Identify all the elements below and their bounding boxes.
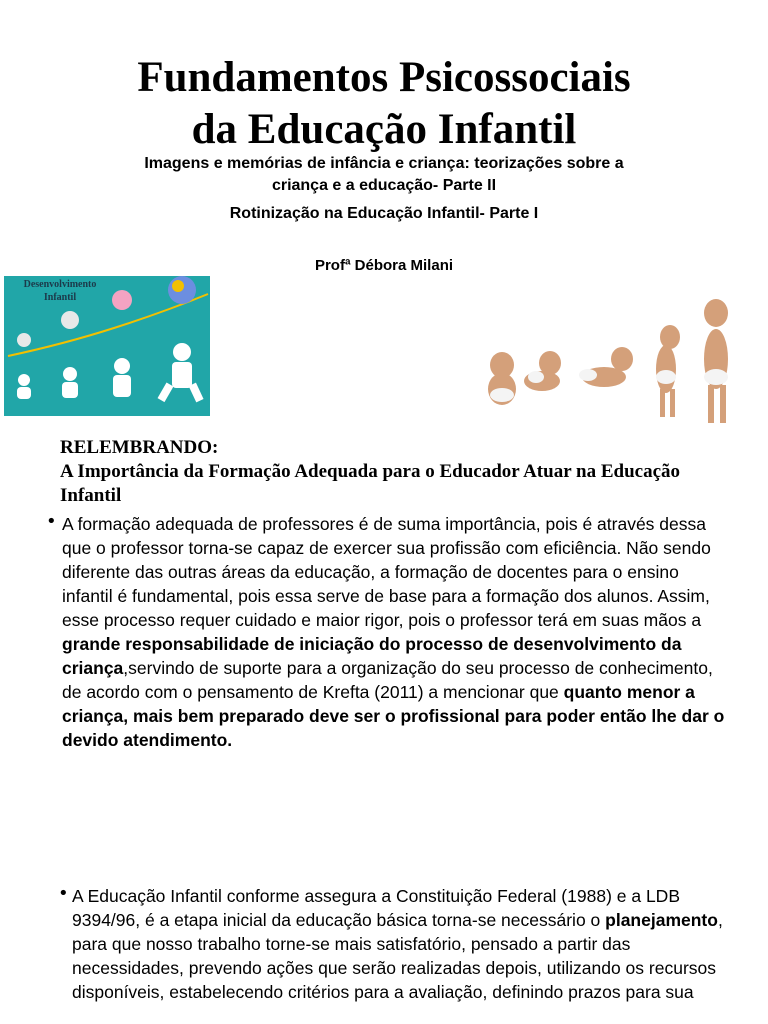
subtitle-2: Rotinização na Educação Infantil- Parte I	[229, 205, 539, 222]
bullet-paragraph-1	[62, 512, 734, 752]
brain-icon	[17, 333, 31, 347]
bullet-icon: •	[58, 883, 69, 904]
paragraph-bold-text: quanto menor a criança, mais bem preparado deve ser o profissional para poder então lhe dar o devido atendimento.	[62, 682, 725, 750]
professor-name: Profª Débora Milani	[314, 257, 454, 274]
section-heading-line-2: A Importância da Formação Adequada para o Educador Atuar na Educação Infantil	[60, 461, 681, 506]
baby-development-photo	[480, 277, 736, 429]
paragraph-text: , para que nosso trabalho torne-se mais satisfatório, pensado a partir das necessidades, prevendo ações que serão realizadas depois, utilizando os recursos disponíveis, estabelecendo critérios para a avaliação, definindo prazos para sua	[72, 910, 723, 1002]
page-title	[0, 52, 768, 156]
paragraph-bold-text: grande responsabilidade de iniciação do processo de desenvolvimento da criança	[62, 634, 682, 678]
section-heading-line-1: RELEMBRANDO:	[60, 437, 219, 458]
paragraph-text: A formação adequada de professores é de suma importância, pois é através dessa que o professor torna-se capaz de exercer sua profissão com eficiência. Não sendo diferente das outras áreas da educação, a formação de docentes para o ensino infantil é fundamental, pois essa serve de base para a formação dos alunos. Assim, esse processo requer cuidado e maior rigor, pois o professor terá em suas mãos a	[62, 514, 711, 630]
crawling-to-standing-babies	[480, 277, 736, 429]
development-illustration	[4, 276, 210, 416]
paragraph-text: A Educação Infantil conforme assegura a Constituição Federal (1988) e a LDB 9394/96, é a etapa inicial da educação básica torna-se necessário o	[72, 886, 680, 930]
development-infographic	[4, 276, 210, 416]
child-figures	[17, 343, 204, 402]
brain-icon	[61, 311, 79, 329]
title-line-1: Fundamentos Psicossociais	[137, 54, 631, 101]
section-heading	[60, 436, 740, 508]
title-line-2: da Educação Infantil	[191, 106, 577, 153]
bullet-icon: •	[46, 511, 57, 532]
bullet-paragraph-2	[72, 884, 732, 1004]
subtitle: Imagens e memórias de infância e criança: teorizações sobre a criança e a educação- Parte II	[144, 155, 624, 194]
paragraph-text: ,servindo de suporte para a organização do seu processo de conhecimento, de acordo com o pensamento de Krefta (2011) a mencionar que	[62, 658, 713, 702]
brain-icon	[112, 290, 132, 310]
development-panel-title: Desenvolvimento Infantil	[23, 279, 97, 303]
paragraph-bold-text: planejamento	[605, 910, 718, 930]
